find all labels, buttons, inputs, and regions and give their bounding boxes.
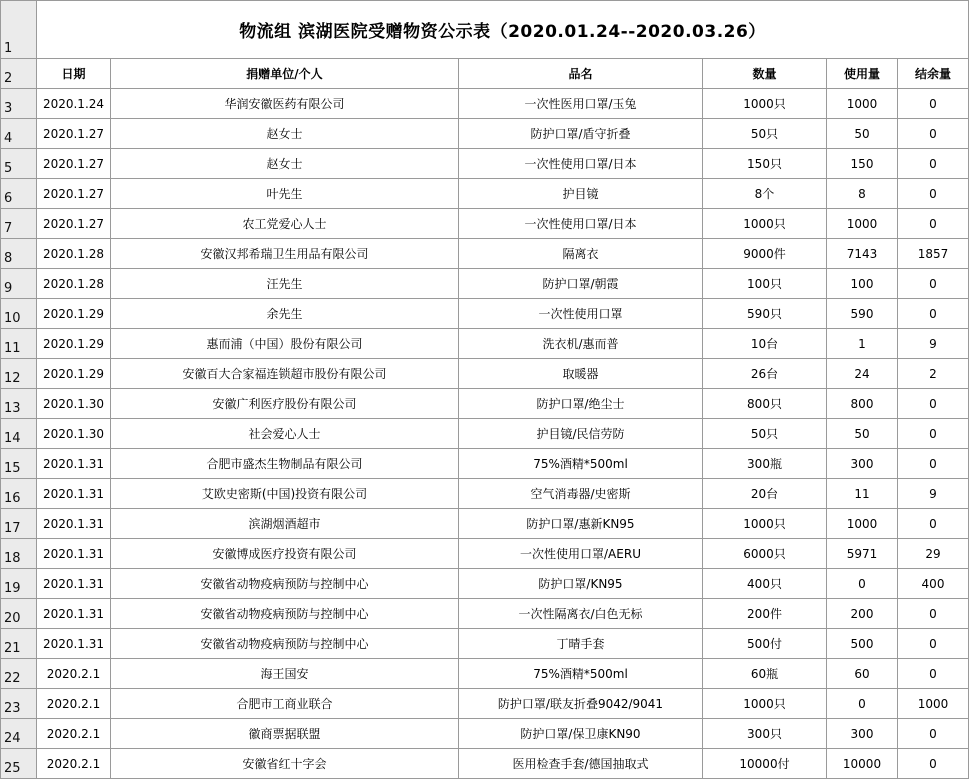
title-row xyxy=(1,1,969,59)
row-header[interactable]: 8 xyxy=(1,239,37,269)
table-row xyxy=(1,689,969,719)
cell-date[interactable]: 2020.1.27 xyxy=(37,179,111,209)
row-header[interactable]: 22 xyxy=(1,659,37,689)
row-header[interactable]: 5 xyxy=(1,149,37,179)
cell-item[interactable]: 防护口罩/朝霞 xyxy=(459,269,703,299)
cell-date[interactable]: 2020.1.31 xyxy=(37,539,111,569)
cell-donor[interactable]: 安徽省红十字会 xyxy=(111,749,459,779)
cell-remaining[interactable]: 0 xyxy=(898,509,969,539)
cell-donor[interactable]: 安徽省动物疫病预防与控制中心 xyxy=(111,569,459,599)
cell-remaining[interactable]: 9 xyxy=(898,329,969,359)
table-row xyxy=(1,359,969,389)
cell-donor[interactable]: 合肥市盛杰生物制品有限公司 xyxy=(111,449,459,479)
cell-donor[interactable]: 赵女士 xyxy=(111,149,459,179)
cell-date[interactable]: 2020.1.31 xyxy=(37,479,111,509)
cell-used[interactable]: 24 xyxy=(827,359,898,389)
header-donor[interactable]: 捐赠单位/个人 xyxy=(111,59,459,89)
row-header[interactable]: 23 xyxy=(1,689,37,719)
cell-quantity[interactable]: 300只 xyxy=(703,719,827,749)
table-row xyxy=(1,509,969,539)
cell-remaining[interactable]: 0 xyxy=(898,419,969,449)
row-header[interactable]: 4 xyxy=(1,119,37,149)
row-header[interactable]: 12 xyxy=(1,359,37,389)
cell-used[interactable]: 800 xyxy=(827,389,898,419)
table-row xyxy=(1,149,969,179)
row-header[interactable]: 20 xyxy=(1,599,37,629)
row-header[interactable]: 11 xyxy=(1,329,37,359)
cell-item[interactable]: 一次性使用口罩/日本 xyxy=(459,209,703,239)
cell-remaining[interactable]: 0 xyxy=(898,449,969,479)
row-header[interactable]: 9 xyxy=(1,269,37,299)
cell-date[interactable]: 2020.1.28 xyxy=(37,269,111,299)
cell-remaining[interactable]: 9 xyxy=(898,479,969,509)
table-row xyxy=(1,299,969,329)
cell-item[interactable]: 医用检查手套/德国抽取式 xyxy=(459,749,703,779)
cell-date[interactable]: 2020.1.31 xyxy=(37,629,111,659)
cell-item[interactable]: 一次性使用口罩/AERU xyxy=(459,539,703,569)
cell-item[interactable]: 丁晴手套 xyxy=(459,629,703,659)
cell-donor[interactable]: 安徽百大合家福连锁超市股份有限公司 xyxy=(111,359,459,389)
cell-used[interactable]: 1000 xyxy=(827,209,898,239)
row-header[interactable]: 15 xyxy=(1,449,37,479)
cell-item[interactable]: 一次性使用口罩/日本 xyxy=(459,149,703,179)
cell-quantity[interactable]: 60瓶 xyxy=(703,659,827,689)
cell-donor[interactable]: 艾欧史密斯(中国)投资有限公司 xyxy=(111,479,459,509)
cell-date[interactable]: 2020.1.31 xyxy=(37,449,111,479)
cell-item[interactable]: 防护口罩/绝尘士 xyxy=(459,389,703,419)
cell-donor[interactable]: 安徽广利医疗股份有限公司 xyxy=(111,389,459,419)
cell-remaining[interactable]: 0 xyxy=(898,719,969,749)
cell-item[interactable]: 一次性隔离衣/白色无标 xyxy=(459,599,703,629)
cell-date[interactable]: 2020.1.29 xyxy=(37,299,111,329)
table-row xyxy=(1,239,969,269)
cell-date[interactable]: 2020.1.27 xyxy=(37,149,111,179)
cell-item[interactable]: 防护口罩/惠新KN95 xyxy=(459,509,703,539)
cell-donor[interactable]: 赵女士 xyxy=(111,119,459,149)
cell-donor[interactable]: 海王国安 xyxy=(111,659,459,689)
cell-item[interactable]: 护目镜 xyxy=(459,179,703,209)
cell-quantity[interactable]: 26台 xyxy=(703,359,827,389)
cell-remaining[interactable]: 0 xyxy=(898,659,969,689)
row-header[interactable]: 19 xyxy=(1,569,37,599)
table-row xyxy=(1,719,969,749)
table-row xyxy=(1,599,969,629)
cell-donor[interactable]: 安徽博成医疗投资有限公司 xyxy=(111,539,459,569)
cell-quantity[interactable]: 400只 xyxy=(703,569,827,599)
cell-date[interactable]: 2020.2.1 xyxy=(37,689,111,719)
cell-quantity[interactable]: 590只 xyxy=(703,299,827,329)
row-header[interactable]: 6 xyxy=(1,179,37,209)
cell-item[interactable]: 洗衣机/惠而普 xyxy=(459,329,703,359)
cell-quantity[interactable]: 10000付 xyxy=(703,749,827,779)
cell-quantity[interactable]: 8个 xyxy=(703,179,827,209)
row-header[interactable]: 16 xyxy=(1,479,37,509)
cell-used[interactable]: 7143 xyxy=(827,239,898,269)
cell-quantity[interactable]: 200件 xyxy=(703,599,827,629)
cell-quantity[interactable]: 800只 xyxy=(703,389,827,419)
cell-used[interactable]: 300 xyxy=(827,719,898,749)
row-header[interactable]: 13 xyxy=(1,389,37,419)
cell-quantity[interactable]: 10台 xyxy=(703,329,827,359)
row-header[interactable]: 10 xyxy=(1,299,37,329)
cell-quantity[interactable]: 1000只 xyxy=(703,89,827,119)
row-header[interactable]: 2 xyxy=(1,59,37,89)
cell-used[interactable]: 10000 xyxy=(827,749,898,779)
cell-date[interactable]: 2020.1.27 xyxy=(37,209,111,239)
cell-remaining[interactable]: 0 xyxy=(898,299,969,329)
cell-used[interactable]: 300 xyxy=(827,449,898,479)
cell-date[interactable]: 2020.1.31 xyxy=(37,599,111,629)
cell-remaining[interactable]: 0 xyxy=(898,89,969,119)
cell-remaining[interactable]: 29 xyxy=(898,539,969,569)
table-row xyxy=(1,119,969,149)
cell-used[interactable]: 11 xyxy=(827,479,898,509)
cell-item[interactable]: 一次性使用口罩 xyxy=(459,299,703,329)
row-header[interactable]: 24 xyxy=(1,719,37,749)
cell-quantity[interactable]: 300瓶 xyxy=(703,449,827,479)
cell-used[interactable]: 0 xyxy=(827,689,898,719)
cell-quantity[interactable]: 100只 xyxy=(703,269,827,299)
cell-used[interactable]: 590 xyxy=(827,299,898,329)
cell-donor[interactable]: 汪先生 xyxy=(111,269,459,299)
cell-item[interactable]: 空气消毒器/史密斯 xyxy=(459,479,703,509)
cell-used[interactable]: 60 xyxy=(827,659,898,689)
header-date[interactable]: 日期 xyxy=(37,59,111,89)
cell-date[interactable]: 2020.1.24 xyxy=(37,89,111,119)
cell-item[interactable]: 75%酒精*500ml xyxy=(459,449,703,479)
cell-remaining[interactable]: 0 xyxy=(898,749,969,779)
table-row xyxy=(1,329,969,359)
cell-remaining[interactable]: 0 xyxy=(898,629,969,659)
cell-used[interactable]: 8 xyxy=(827,179,898,209)
cell-date[interactable]: 2020.1.30 xyxy=(37,419,111,449)
table-row xyxy=(1,629,969,659)
cell-quantity[interactable]: 9000件 xyxy=(703,239,827,269)
cell-item[interactable]: 护目镜/民信劳防 xyxy=(459,419,703,449)
cell-item[interactable]: 取暖器 xyxy=(459,359,703,389)
header-quantity[interactable]: 数量 xyxy=(703,59,827,89)
cell-date[interactable]: 2020.2.1 xyxy=(37,749,111,779)
cell-date[interactable]: 2020.1.29 xyxy=(37,359,111,389)
cell-item[interactable]: 75%酒精*500ml xyxy=(459,659,703,689)
row-header[interactable]: 17 xyxy=(1,509,37,539)
table-row xyxy=(1,419,969,449)
cell-remaining[interactable]: 0 xyxy=(898,209,969,239)
cell-remaining[interactable]: 0 xyxy=(898,389,969,419)
cell-date[interactable]: 2020.1.27 xyxy=(37,119,111,149)
cell-item[interactable]: 防护口罩/盾守折叠 xyxy=(459,119,703,149)
cell-quantity[interactable]: 6000只 xyxy=(703,539,827,569)
sheet-title[interactable]: 物流组 滨湖医院受赠物资公示表（2020.01.24--2020.03.26） xyxy=(37,1,969,59)
cell-donor[interactable]: 滨湖烟酒超市 xyxy=(111,509,459,539)
cell-remaining[interactable]: 1000 xyxy=(898,689,969,719)
cell-quantity[interactable]: 50只 xyxy=(703,419,827,449)
header-row xyxy=(1,59,969,89)
cell-date[interactable]: 2020.1.29 xyxy=(37,329,111,359)
table-row xyxy=(1,209,969,239)
cell-used[interactable]: 150 xyxy=(827,149,898,179)
cell-donor[interactable]: 社会爱心人士 xyxy=(111,419,459,449)
cell-donor[interactable]: 安徽省动物疫病预防与控制中心 xyxy=(111,629,459,659)
cell-date[interactable]: 2020.2.1 xyxy=(37,659,111,689)
cell-donor[interactable]: 华润安徽医药有限公司 xyxy=(111,89,459,119)
header-item[interactable]: 品名 xyxy=(459,59,703,89)
cell-used[interactable]: 5971 xyxy=(827,539,898,569)
cell-item[interactable]: 防护口罩/联友折叠9042/9041 xyxy=(459,689,703,719)
cell-date[interactable]: 2020.1.28 xyxy=(37,239,111,269)
cell-used[interactable]: 1000 xyxy=(827,89,898,119)
cell-used[interactable]: 1 xyxy=(827,329,898,359)
cell-used[interactable]: 200 xyxy=(827,599,898,629)
cell-item[interactable]: 一次性医用口罩/玉兔 xyxy=(459,89,703,119)
cell-donor[interactable]: 徽商票据联盟 xyxy=(111,719,459,749)
cell-remaining[interactable]: 0 xyxy=(898,119,969,149)
cell-remaining[interactable]: 400 xyxy=(898,569,969,599)
cell-used[interactable]: 1000 xyxy=(827,509,898,539)
cell-used[interactable]: 50 xyxy=(827,119,898,149)
table-row xyxy=(1,749,969,779)
cell-donor[interactable]: 惠而浦（中国）股份有限公司 xyxy=(111,329,459,359)
cell-used[interactable]: 500 xyxy=(827,629,898,659)
cell-date[interactable]: 2020.1.31 xyxy=(37,569,111,599)
cell-donor[interactable]: 安徽省动物疫病预防与控制中心 xyxy=(111,599,459,629)
cell-used[interactable]: 100 xyxy=(827,269,898,299)
cell-used[interactable]: 50 xyxy=(827,419,898,449)
cell-donor[interactable]: 叶先生 xyxy=(111,179,459,209)
row-header[interactable]: 18 xyxy=(1,539,37,569)
cell-date[interactable]: 2020.1.31 xyxy=(37,509,111,539)
cell-item[interactable]: 隔离衣 xyxy=(459,239,703,269)
cell-used[interactable]: 0 xyxy=(827,569,898,599)
table-row xyxy=(1,389,969,419)
cell-remaining[interactable]: 0 xyxy=(898,269,969,299)
row-header[interactable]: 14 xyxy=(1,419,37,449)
cell-remaining[interactable]: 0 xyxy=(898,599,969,629)
cell-date[interactable]: 2020.1.30 xyxy=(37,389,111,419)
cell-quantity[interactable]: 1000只 xyxy=(703,689,827,719)
cell-remaining[interactable]: 0 xyxy=(898,179,969,209)
header-remaining[interactable]: 结余量 xyxy=(898,59,969,89)
cell-donor[interactable]: 安徽汉邦希瑞卫生用品有限公司 xyxy=(111,239,459,269)
row-header[interactable]: 7 xyxy=(1,209,37,239)
row-header[interactable]: 25 xyxy=(1,749,37,779)
row-header[interactable]: 1 xyxy=(1,1,37,59)
cell-quantity[interactable]: 20台 xyxy=(703,479,827,509)
table-row xyxy=(1,539,969,569)
cell-quantity[interactable]: 50只 xyxy=(703,119,827,149)
cell-donor[interactable]: 余先生 xyxy=(111,299,459,329)
cell-remaining[interactable]: 2 xyxy=(898,359,969,389)
cell-item[interactable]: 防护口罩/保卫康KN90 xyxy=(459,719,703,749)
header-used[interactable]: 使用量 xyxy=(827,59,898,89)
cell-remaining[interactable]: 0 xyxy=(898,149,969,179)
cell-date[interactable]: 2020.2.1 xyxy=(37,719,111,749)
cell-quantity[interactable]: 150只 xyxy=(703,149,827,179)
table-row xyxy=(1,449,969,479)
cell-quantity[interactable]: 1000只 xyxy=(703,209,827,239)
cell-quantity[interactable]: 1000只 xyxy=(703,509,827,539)
cell-donor[interactable]: 合肥市工商业联合 xyxy=(111,689,459,719)
row-header[interactable]: 3 xyxy=(1,89,37,119)
table-row xyxy=(1,479,969,509)
row-header[interactable]: 21 xyxy=(1,629,37,659)
table-row xyxy=(1,659,969,689)
table-row xyxy=(1,179,969,209)
table-row xyxy=(1,269,969,299)
cell-remaining[interactable]: 1857 xyxy=(898,239,969,269)
cell-item[interactable]: 防护口罩/KN95 xyxy=(459,569,703,599)
table-row xyxy=(1,569,969,599)
cell-donor[interactable]: 农工党爱心人士 xyxy=(111,209,459,239)
cell-quantity[interactable]: 500付 xyxy=(703,629,827,659)
table-row xyxy=(1,89,969,119)
